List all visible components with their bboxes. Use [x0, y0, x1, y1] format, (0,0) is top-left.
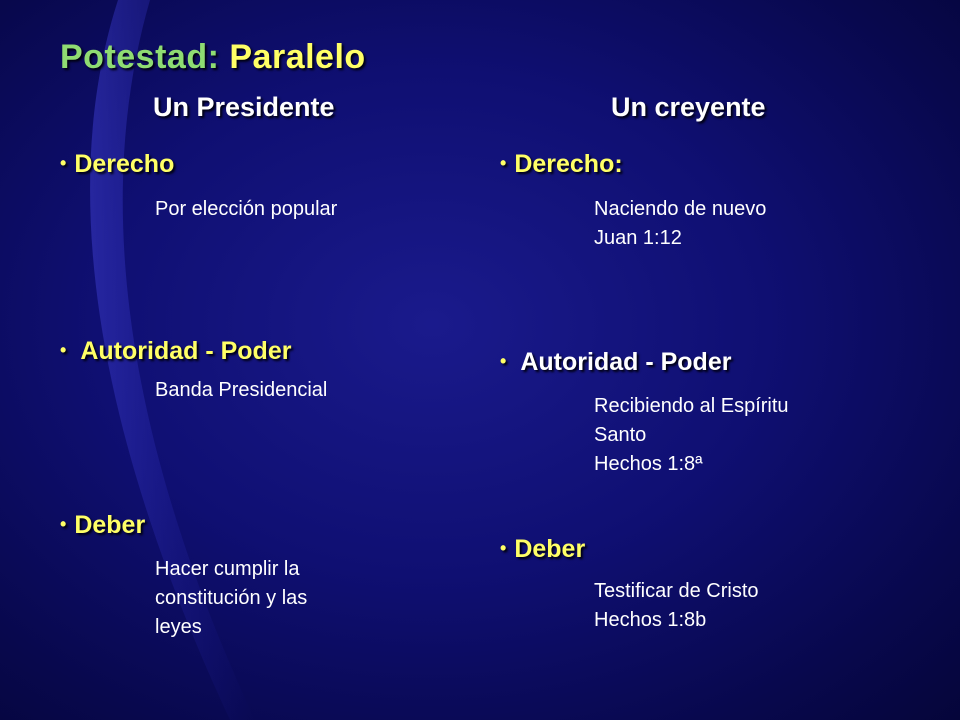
left-item-derecho-detail	[155, 195, 337, 224]
title-part-paralelo: Paralelo	[229, 38, 366, 76]
right-column-header: Un creyente	[611, 92, 766, 122]
right-item-autoridad	[500, 348, 731, 377]
detail-line: Testificar de Cristo	[594, 580, 759, 602]
left-item-autoridad-detail	[155, 376, 327, 405]
detail-line: constitución y las	[155, 587, 308, 609]
right-item-autoridad-label: Autoridad - Poder	[520, 348, 732, 376]
bullet-icon: •	[60, 514, 67, 534]
bullet-icon: •	[500, 153, 507, 173]
right-item-deber-label: Deber	[514, 535, 586, 563]
detail-line: Recibiendo al Espíritu	[594, 395, 789, 417]
slide-title	[60, 38, 366, 77]
left-item-derecho	[60, 150, 174, 179]
detail-line: leyes	[155, 616, 202, 638]
detail-line: Por elección popular	[155, 198, 338, 220]
detail-line: Juan 1:12	[594, 227, 682, 249]
bullet-icon: •	[500, 538, 507, 558]
left-item-deber	[60, 511, 145, 540]
left-item-autoridad	[60, 337, 291, 366]
title-part-potestad: Potestad:	[60, 38, 220, 76]
bullet-icon: •	[60, 340, 67, 360]
right-item-deber	[500, 535, 585, 564]
right-item-derecho-detail	[594, 195, 766, 253]
left-column-header: Un Presidente	[153, 92, 335, 122]
left-item-deber-label: Deber	[74, 511, 146, 539]
detail-line: Hechos 1:8ª	[594, 453, 703, 475]
detail-line: Banda Presidencial	[155, 379, 328, 401]
bullet-icon: •	[500, 351, 507, 371]
right-item-derecho-label: Derecho:	[514, 150, 623, 178]
left-item-deber-detail	[155, 555, 307, 642]
detail-line: Hechos 1:8b	[594, 609, 707, 631]
detail-line: Santo	[594, 424, 647, 446]
detail-line: Hacer cumplir la	[155, 558, 300, 580]
left-item-derecho-label: Derecho	[74, 150, 175, 178]
right-item-derecho	[500, 150, 623, 179]
bullet-icon: •	[60, 153, 67, 173]
right-item-autoridad-detail	[594, 392, 789, 479]
right-item-deber-detail	[594, 577, 759, 635]
detail-line: Naciendo de nuevo	[594, 198, 767, 220]
left-item-autoridad-label: Autoridad - Poder	[80, 337, 292, 365]
